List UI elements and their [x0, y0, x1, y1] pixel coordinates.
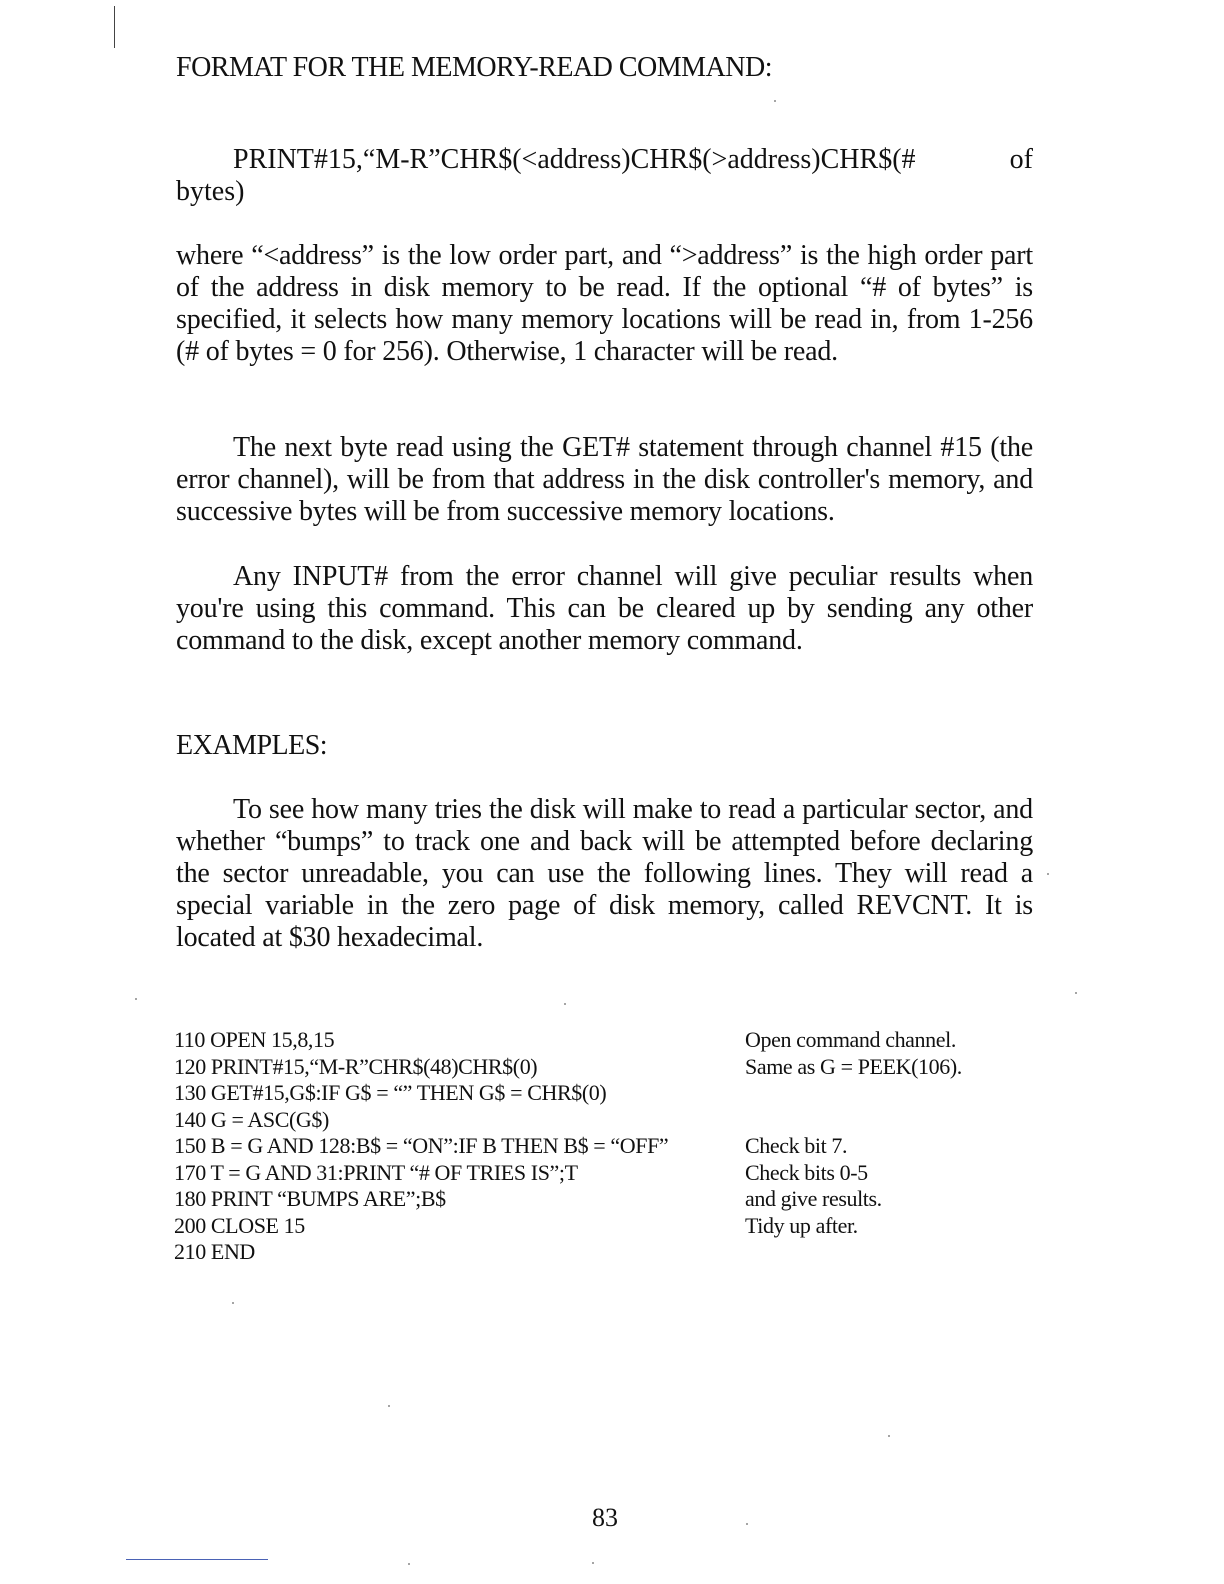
code-line: [174, 1080, 1034, 1107]
paragraph-address-description: where “<address” is the low order part, and “>address” is the high order part of the address in disk memory to be read. If the optional “# of bytes” is specified, it selects how many memory locations will be read in, from 1-256 (# of bytes = 0 for 256). Otherwise, 1 character will be read.: [176, 240, 1033, 367]
scan-speck: [592, 1562, 594, 1564]
scan-edge-mark: [114, 6, 115, 48]
scan-speck: [774, 100, 776, 102]
code-line: [174, 1239, 1034, 1266]
format-command: PRINT#15,“M-R”CHR$(<address)CHR$(>address)CHR$(#: [233, 144, 916, 175]
format-command-of: of: [1009, 144, 1033, 175]
code-text: 120 PRINT#15,“M-R”CHR$(48)CHR$(0): [174, 1053, 538, 1079]
scan-speck: [564, 1003, 566, 1005]
paragraph-input-warning: Any INPUT# from the error channel will give peculiar results when you're using this command. This can be cleared up by sending any other command to the disk, except another memory command.: [176, 561, 1033, 656]
scan-speck: [1047, 873, 1049, 875]
scan-speck: [746, 1523, 748, 1525]
page-number: 83: [592, 1503, 618, 1532]
code-line: [174, 1213, 1034, 1240]
code-line: [174, 1027, 1034, 1054]
bottom-rule: [126, 1559, 268, 1560]
code-line: [174, 1160, 1034, 1187]
scan-speck: [135, 998, 137, 1000]
scan-speck: [1075, 992, 1077, 994]
scan-speck: [888, 1435, 890, 1437]
code-line: [174, 1054, 1034, 1081]
code-text: 170 T = G AND 31:PRINT “# OF TRIES IS”;T: [174, 1159, 578, 1185]
paragraph-example-intro: To see how many tries the disk will make to read a particular sector, and whether “bumps” to track one and back will be attempted before declaring the sector unreadable, you can use the following lines. They will read a special variable in the zero page of disk memory, called REVCNT. It is located at $30 hexadecimal.: [176, 794, 1033, 953]
examples-heading: EXAMPLES:: [176, 730, 328, 761]
code-text: 180 PRINT “BUMPS ARE”;B$: [174, 1186, 446, 1211]
code-text: 210 END: [174, 1239, 255, 1264]
code-line: [174, 1107, 1034, 1134]
format-heading: FORMAT FOR THE MEMORY-READ COMMAND:: [176, 52, 773, 83]
code-comment: Open command channel.: [745, 1027, 956, 1052]
code-text: 110 OPEN 15,8,15: [174, 1027, 335, 1052]
code-text: 130 GET#15,G$:IF G$ = “” THEN G$ = CHR$(0): [174, 1080, 607, 1105]
code-line: [174, 1133, 1034, 1160]
code-comment: and give results.: [745, 1186, 882, 1211]
code-comment: Same as G = PEEK(106).: [745, 1053, 962, 1079]
code-comment: Check bit 7.: [745, 1133, 848, 1158]
code-comment: Tidy up after.: [745, 1212, 858, 1238]
format-command-bytes: bytes): [176, 176, 245, 207]
code-text: 200 CLOSE 15: [174, 1212, 305, 1238]
code-text: 140 G = ASC(G$): [174, 1106, 329, 1132]
code-listing: [174, 1027, 1034, 1266]
scan-speck: [232, 1302, 234, 1304]
paragraph-get-statement: The next byte read using the GET# statement through channel #15 (the error channel), will be from that address in the disk controller's memory, and successive bytes will be from successive memory locations.: [176, 432, 1033, 527]
code-text: 150 B = G AND 128:B$ = “ON”:IF B THEN B$ = “OFF”: [174, 1133, 669, 1158]
code-comment: Check bits 0-5: [745, 1159, 868, 1185]
code-line: [174, 1186, 1034, 1213]
scan-speck: [408, 1563, 410, 1565]
scan-speck: [388, 1405, 390, 1407]
